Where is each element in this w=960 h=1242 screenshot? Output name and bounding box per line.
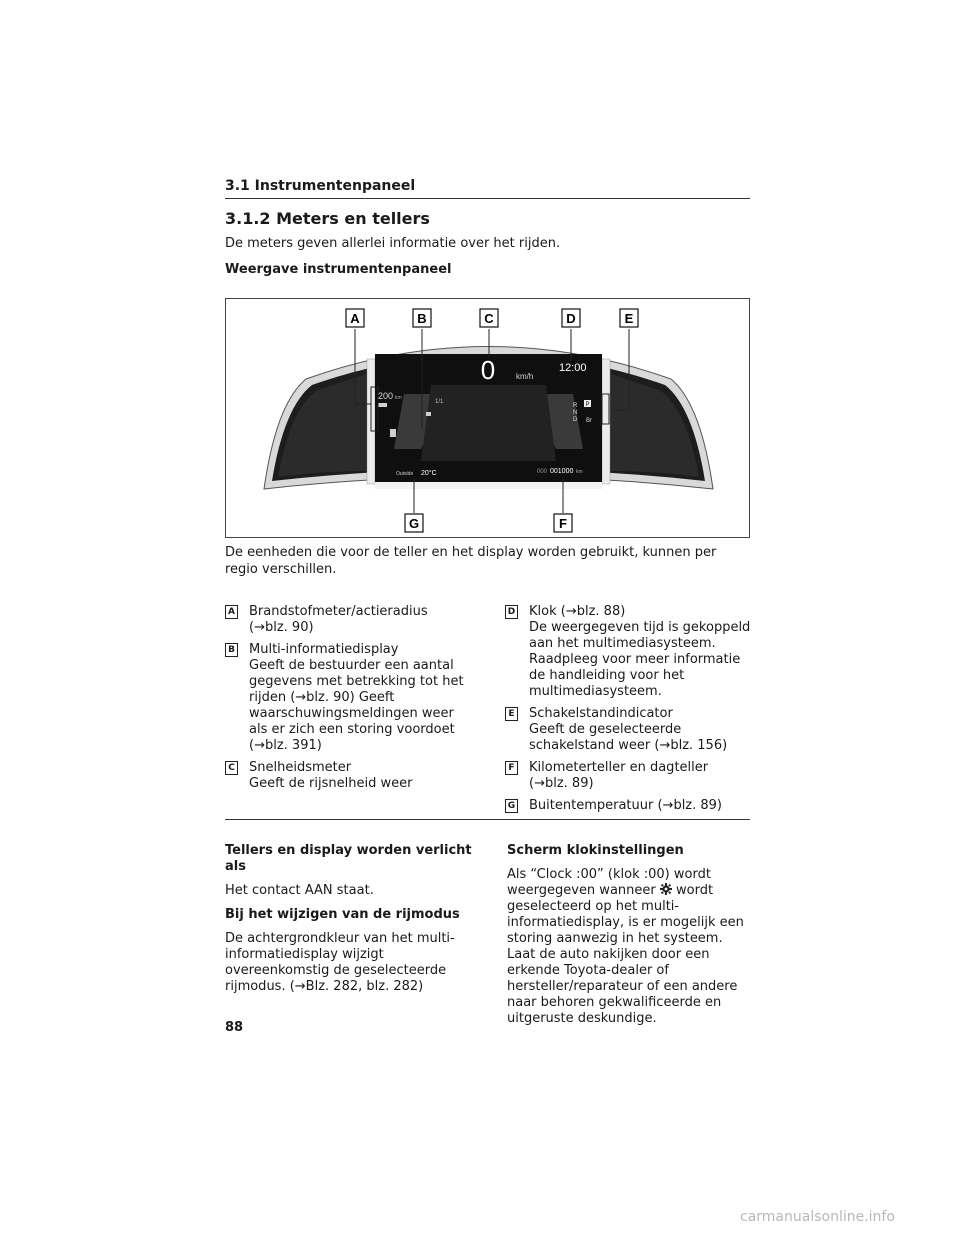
range-value: 200	[378, 391, 394, 401]
callout-c	[480, 309, 498, 327]
legend-desc: (→blz. 89)	[529, 776, 594, 791]
note-text-drive-mode: De achtergrondkleur van het multi-informatiedisplay wijzigt overeenkomstig de geselecteerde rijmodus. (→Blz. 282, blz. 282)	[225, 931, 455, 994]
legend-item-d	[505, 604, 755, 700]
note-text-clock	[507, 867, 752, 1027]
instrument-panel-illustration	[226, 299, 751, 539]
outside-label: Outside	[396, 471, 414, 477]
legend-key: G	[505, 799, 518, 813]
notes-left-column	[225, 843, 475, 1003]
legend-key: B	[225, 643, 238, 657]
legend-title: Buitentemperatuur (→blz. 89)	[529, 798, 723, 813]
gear-p: P	[585, 402, 590, 408]
svg-text:C: C	[484, 311, 494, 326]
callout-g	[405, 514, 423, 532]
section-heading: 3.1 Instrumentenpaneel	[225, 178, 416, 194]
section-divider	[225, 819, 750, 820]
legend-desc: De weergegeven tijd is gekoppeld aan het multimediasysteem. Raadpleeg voor meer informatie de handleiding voor het multimediasysteem.	[529, 620, 751, 699]
range-unit: km	[395, 395, 402, 401]
svg-text:A: A	[350, 311, 360, 326]
legend-key: E	[505, 707, 518, 721]
note-heading-drive-mode: Bij het wijzigen van de rijmodus	[225, 907, 460, 922]
subsection-title: 3.1.2 Meters en tellers	[225, 209, 430, 228]
range-car-icon	[378, 403, 387, 407]
section-rule	[225, 198, 750, 199]
svg-text:F: F	[559, 516, 567, 531]
odometer-value: 001000	[550, 468, 574, 475]
gear-d: D	[573, 417, 578, 423]
legend-item-e	[505, 706, 755, 754]
legend-key: A	[225, 605, 238, 619]
callout-e	[620, 309, 638, 327]
clock-readout: 12:00	[559, 362, 587, 374]
legend-item-a	[225, 604, 475, 636]
fuel-full-label: 1/1	[435, 399, 444, 405]
outside-temp: 20°C	[421, 470, 437, 477]
legend-item-c	[225, 760, 475, 792]
odometer-unit: km	[576, 469, 583, 475]
legend-desc: Geeft de rijsnelheid weer	[249, 776, 413, 791]
callout-b	[413, 309, 431, 327]
legend-title: Snelheidsmeter	[249, 760, 352, 775]
callout-a	[346, 309, 364, 327]
legend-title: Brandstofmeter/actieradius	[249, 604, 428, 619]
svg-text:B: B	[417, 311, 427, 326]
intro-text: De meters geven allerlei informatie over het rijden.	[225, 236, 561, 251]
legend-title: Multi-informatiedisplay	[249, 642, 399, 657]
note-heading-illumination: Tellers en display worden verlicht als	[225, 843, 472, 874]
speed-unit: km/h	[516, 372, 534, 381]
fuel-level-icon	[426, 412, 431, 416]
note-text-clock-part1: Als “Clock :00” (klok :00) wordt weergegeven wanneer	[507, 867, 711, 898]
svg-text:G: G	[408, 516, 420, 531]
instrument-panel-figure	[225, 298, 750, 538]
legend-key: F	[505, 761, 518, 775]
odometer-prefix: 000	[537, 469, 548, 475]
legend-key: C	[225, 761, 238, 775]
legend-title: Klok (→blz. 88)	[529, 604, 626, 619]
legend-desc: Geeft de geselecteerde schakelstand weer (→blz. 156)	[529, 722, 728, 753]
callout-d	[562, 309, 580, 327]
legend-desc: Geeft de bestuurder een aantal gegevens met betrekking tot het rijden (→blz. 90) Geeft waarschuwingsmeldingen weer als er zich een storing voordoet (→blz. 391)	[249, 658, 464, 753]
legend-title: Kilometerteller en dagteller	[529, 760, 709, 775]
legend-item-b	[225, 642, 475, 754]
legend-key: D	[505, 605, 518, 619]
page-number: 88	[225, 1020, 244, 1035]
note-text-clock-part2: wordt geselecteerd op het multi-informatiedisplay, is er mogelijk een storing aanwezig in het systeem. Laat de auto nakijken door een erkende Toyota-dealer of hersteller/reparateur of een andere naar behoren gekwalificeerde en uitgeruste deskundige.	[507, 883, 744, 1026]
gear-n: N	[573, 410, 578, 416]
fuel-pump-icon	[390, 429, 396, 437]
legend-item-f	[505, 760, 755, 792]
display-heading: Weergave instrumentenpaneel	[225, 262, 452, 277]
note-text-illumination: Het contact AAN staat.	[225, 883, 374, 898]
svg-text:D: D	[566, 311, 576, 326]
svg-text:E: E	[624, 311, 634, 326]
legend-left	[225, 604, 475, 798]
legend-right	[505, 604, 755, 820]
watermark: carmanualsonline.info	[740, 1209, 895, 1225]
legend-item-g	[505, 798, 755, 814]
legend-title: Schakelstandindicator	[529, 706, 673, 721]
callout-f	[554, 514, 572, 532]
note-heading-clock: Scherm klokinstellingen	[507, 843, 684, 858]
gear-br: Br	[586, 418, 592, 424]
speed-readout: 0	[480, 355, 496, 385]
gear-r: R	[573, 403, 578, 409]
notes-right-column	[507, 843, 752, 1035]
legend-desc: (→blz. 90)	[249, 620, 314, 635]
figure-caption: De eenheden die voor de teller en het display worden gebruikt, kunnen per regio verschillen.	[225, 545, 717, 577]
gear-icon	[660, 883, 672, 895]
